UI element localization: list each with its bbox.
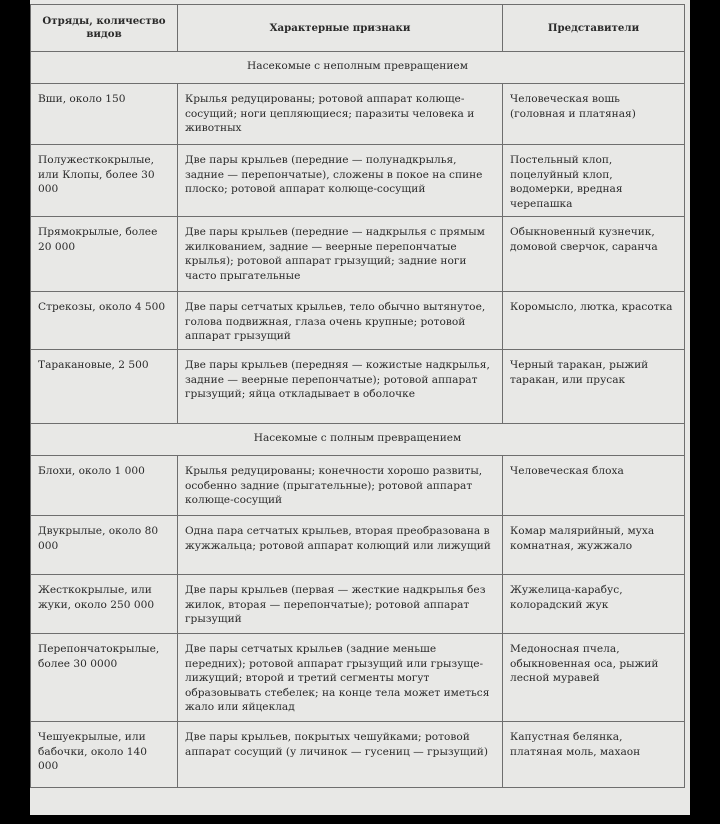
header-features: Характерные признаки xyxy=(178,5,503,52)
table-row xyxy=(31,217,685,292)
features-cell: Две пары крыльев (передние — полунадкрылья, задние — перепончатые), сложены в покое на спине плоско; ротовой аппарат колюще-сосущий xyxy=(178,145,503,217)
features-cell: Крылья редуцированы; ротовой аппарат колюще-сосущий; ноги цепляющиеся; паразиты человека и животных xyxy=(178,84,503,145)
header-order: Отряды, количество видов xyxy=(31,5,178,52)
section-title: Насекомые с полным превращением xyxy=(31,424,685,456)
section-title: Насекомые с неполным превращением xyxy=(31,52,685,84)
table-row xyxy=(31,456,685,516)
table-row xyxy=(31,722,685,788)
features-cell: Две пары сетчатых крыльев, тело обычно вытянутое, голова подвижная, глаза очень крупные; ротовой аппарат грызущий xyxy=(178,292,503,350)
table-row xyxy=(31,84,685,145)
order-cell: Таракановые, 2 500 xyxy=(31,350,178,424)
features-cell: Одна пара сетчатых крыльев, вторая преобразована в жужжальца; ротовой аппарат колющий или лижущий xyxy=(178,516,503,575)
table-row xyxy=(31,292,685,350)
order-cell: Полужесткокрылые, или Клопы, более 30 000 xyxy=(31,145,178,217)
table-row xyxy=(31,634,685,722)
order-cell: Двукрылые, около 80 000 xyxy=(31,516,178,575)
examples-cell: Человеческая вошь (головная и платяная) xyxy=(503,84,685,145)
examples-cell: Коромысло, лютка, красотка xyxy=(503,292,685,350)
features-cell: Две пары крыльев, покрытых чешуйками; ротовой аппарат сосущий (у личинок — гусениц — грызущий) xyxy=(178,722,503,788)
order-cell: Чешуекрылые, или бабочки, около 140 000 xyxy=(31,722,178,788)
order-cell: Перепончатокрылые, более 30 0000 xyxy=(31,634,178,722)
order-cell: Жесткокрылые, или жуки, около 250 000 xyxy=(31,575,178,634)
features-cell: Две пары сетчатых крыльев (задние меньше передних); ротовой аппарат грызущий или грызуще-лижущий; второй и третий сегменты могут образовывать стебелек; на конце тела может иметься жало или яйцеклад xyxy=(178,634,503,722)
insect-orders-table xyxy=(30,4,685,788)
examples-cell: Капустная белянка, платяная моль, махаон xyxy=(503,722,685,788)
section-row xyxy=(31,52,685,84)
examples-cell: Жужелица-карабус, колорадский жук xyxy=(503,575,685,634)
features-cell: Две пары крыльев (передняя — кожистые надкрылья, задние — веерные перепончатые); ротовой аппарат грызущий; яйца откладывает в оболочке xyxy=(178,350,503,424)
features-cell: Две пары крыльев (первая — жесткие надкрылья без жилок, вторая — перепончатые); ротовой аппарат грызущий xyxy=(178,575,503,634)
examples-cell: Медоносная пчела, обыкновенная оса, рыжий лесной муравей xyxy=(503,634,685,722)
table-row xyxy=(31,145,685,217)
examples-cell: Комар малярийный, муха комнатная, жужжало xyxy=(503,516,685,575)
examples-cell: Черный таракан, рыжий таракан, или прусак xyxy=(503,350,685,424)
order-cell: Стрекозы, около 4 500 xyxy=(31,292,178,350)
examples-cell: Постельный клоп, поцелуйный клоп, водомерки, вредная черепашка xyxy=(503,145,685,217)
examples-cell: Человеческая блоха xyxy=(503,456,685,516)
table-row xyxy=(31,516,685,575)
features-cell: Две пары крыльев (передние — надкрылья с прямым жилкованием, задние — веерные перепончатые крылья); ротовой аппарат грызущий; задние ноги часто прыгательные xyxy=(178,217,503,292)
order-cell: Вши, около 150 xyxy=(31,84,178,145)
features-cell: Крылья редуцированы; конечности хорошо развиты, особенно задние (прыгательные); ротовой аппарат колюще-сосущий xyxy=(178,456,503,516)
table-row xyxy=(31,575,685,634)
table-row xyxy=(31,350,685,424)
header-examples: Представители xyxy=(503,5,685,52)
examples-cell: Обыкновенный кузнечик, домовой сверчок, саранча xyxy=(503,217,685,292)
order-cell: Блохи, около 1 000 xyxy=(31,456,178,516)
header-row xyxy=(31,5,685,52)
section-row xyxy=(31,424,685,456)
order-cell: Прямокрылые, более 20 000 xyxy=(31,217,178,292)
